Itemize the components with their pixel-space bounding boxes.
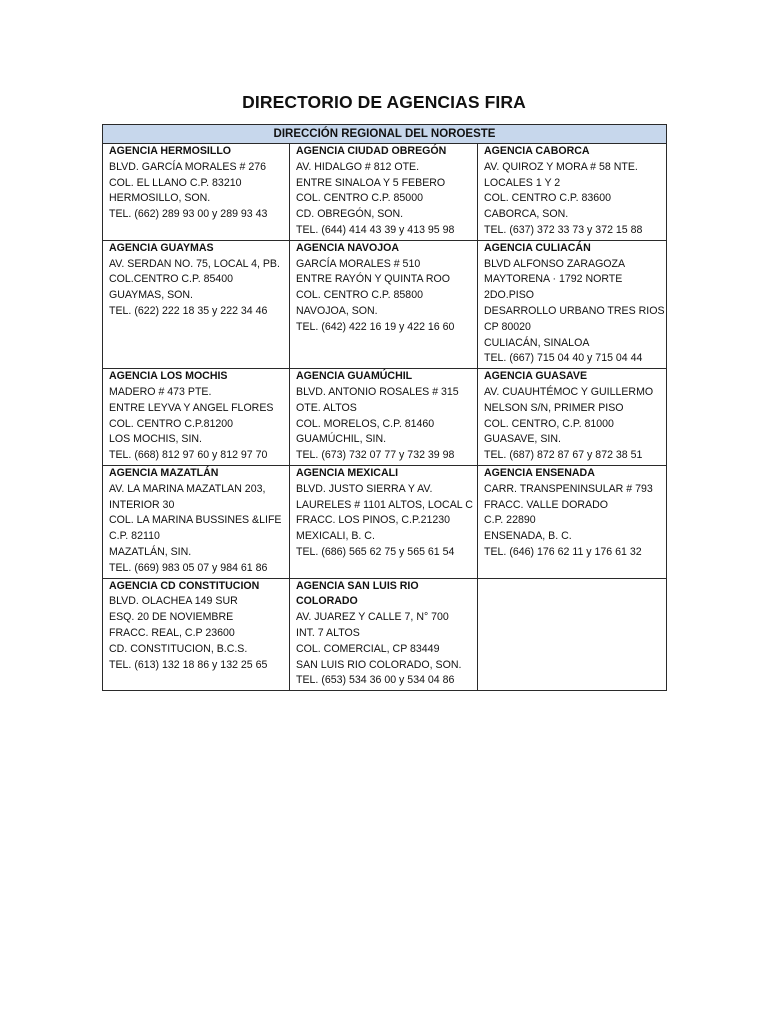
agency-address-line: FRACC. LOS PINOS, C.P.21230: [296, 514, 451, 527]
agency-address-line: SAN LUIS RIO COLORADO, SON.: [296, 658, 462, 671]
agency-address-line: TEL. (667) 715 04 40 y 715 04 44: [484, 352, 643, 365]
agency-address-line: TEL. (662) 289 93 00 y 289 93 43: [109, 208, 268, 221]
agency-address-line: TEL. (669) 983 05 07 y 984 61 86: [109, 561, 268, 574]
agency-address-line: TEL. (613) 132 18 86 y 132 25 65: [109, 658, 268, 671]
agency-address-line: AV. HIDALGO # 812 OTE.: [296, 160, 420, 173]
agency-address-line: CULIACÁN, SINALOA: [484, 336, 590, 349]
agency-name: AGENCIA LOS MOCHIS: [109, 370, 228, 383]
agency-address-line: ENSENADA, B. C.: [484, 530, 572, 543]
agency-name: AGENCIA ENSENADA: [484, 466, 595, 479]
agency-name: AGENCIA GUAYMAS: [109, 241, 214, 254]
agency-name: AGENCIA CULIACÁN: [484, 241, 591, 254]
agency-address-line: TEL. (668) 812 97 60 y 812 97 70: [109, 449, 268, 462]
agency-cell: [478, 465, 667, 578]
agency-address-line: TEL. (653) 534 36 00 y 534 04 86: [296, 674, 455, 687]
agency-address-line: COL. MORELOS, C.P. 81460: [296, 417, 435, 430]
agency-cell: [478, 240, 667, 368]
agency-address-line: OTE. ALTOS: [296, 401, 357, 414]
agency-name: AGENCIA NAVOJOA: [296, 241, 400, 254]
agency-name: AGENCIA CIUDAD OBREGÓN: [296, 145, 447, 157]
agency-cell: [103, 240, 290, 368]
agency-address-line: MAZATLÁN, SIN.: [109, 545, 192, 558]
agency-cell: [478, 144, 667, 241]
agency-address-line: BLVD. GARCÍA MORALES # 276: [109, 160, 267, 173]
agency-address-line: TEL. (622) 222 18 35 y 222 34 46: [109, 304, 268, 317]
page-title: DIRECTORIO DE AGENCIAS FIRA: [242, 92, 526, 112]
agency-address-line: NELSON S/N, PRIMER PISO: [484, 401, 624, 414]
agency-directory-table: [102, 124, 667, 691]
agency-name: AGENCIA CABORCA: [484, 145, 590, 157]
agency-address-line: CARR. TRANSPENINSULAR # 793: [484, 482, 653, 495]
agency-cell: [290, 240, 478, 368]
agency-address-line: AV. CUAUHTÉMOC Y GUILLERMO: [484, 385, 654, 398]
agency-address-line: BLVD. ANTONIO ROSALES # 315: [296, 385, 459, 398]
agency-address-line: BLVD ALFONSO ZARAGOZA: [484, 257, 626, 270]
agency-cell: [103, 144, 290, 241]
agency-name: AGENCIA MEXICALI: [296, 466, 399, 479]
agency-address-line: ENTRE SINALOA Y 5 FEBERO: [296, 176, 446, 189]
agency-address-line: COL. COMERCIAL, CP 83449: [296, 642, 440, 655]
agency-address-line: CABORCA, SON.: [484, 208, 569, 221]
agency-address-line: GARCÍA MORALES # 510: [296, 257, 421, 270]
agency-name: AGENCIA GUASAVE: [484, 370, 588, 383]
empty-agency-cell: [478, 578, 667, 691]
agency-address-line: LAURELES # 1101 ALTOS, LOCAL C: [296, 498, 473, 511]
table-row: [103, 240, 667, 368]
agency-address-line: MAYTORENA · 1792 NORTE: [484, 273, 623, 286]
agency-address-line: BLVD. OLACHEA 149 SUR: [109, 595, 238, 608]
agency-cell: [290, 369, 478, 466]
agency-address-line: CD. CONSTITUCION, B.C.S.: [109, 642, 248, 655]
agency-name: AGENCIA GUAMÚCHIL: [296, 370, 413, 383]
agency-address-line: TEL. (673) 732 07 77 y 732 39 98: [296, 449, 455, 462]
table-row: [103, 369, 667, 466]
table-row: [103, 465, 667, 578]
agency-name: AGENCIA HERMOSILLO: [109, 145, 232, 157]
agency-address-line: FRACC. REAL, C.P 23600: [109, 626, 235, 639]
agency-address-line: COL. CENTRO C.P. 83600: [484, 192, 611, 205]
agency-address-line: AV. QUIROZ Y MORA # 58 NTE.: [484, 160, 638, 173]
agency-address-line: DESARROLLO URBANO TRES RIOS: [484, 304, 665, 317]
agency-address-line: COL. CENTRO, C.P. 81000: [484, 417, 614, 430]
agency-cell: [290, 465, 478, 578]
agency-address-line: GUAMÚCHIL, SIN.: [296, 433, 387, 446]
agency-address-line: TEL. (687) 872 87 67 y 872 38 51: [484, 449, 643, 462]
agency-name: AGENCIA SAN LUIS RIO: [296, 579, 419, 592]
agency-address-line: COL. EL LLANO C.P. 83210: [109, 176, 242, 189]
agency-address-line: GUASAVE, SIN.: [484, 433, 561, 446]
table-row: [103, 144, 667, 241]
agency-address-line: TEL. (686) 565 62 75 y 565 61 54: [296, 545, 455, 558]
agency-cell: [103, 369, 290, 466]
agency-address-line: AV. SERDAN NO. 75, LOCAL 4, PB.: [109, 257, 280, 270]
agency-rows: [103, 144, 667, 691]
agency-name: AGENCIA CD CONSTITUCION: [109, 579, 260, 592]
agency-address-line: CD. OBREGÓN, SON.: [296, 208, 404, 221]
agency-address-line: ESQ. 20 DE NOVIEMBRE: [109, 611, 234, 624]
agency-address-line: INTERIOR 30: [109, 498, 175, 511]
agency-address-line: COL. CENTRO C.P.81200: [109, 417, 234, 430]
agency-address-line: AV. LA MARINA MAZATLAN 203,: [109, 482, 266, 495]
agency-address-line: COL. LA MARINA BUSSINES &LIFE: [109, 514, 282, 527]
agency-cell: [478, 369, 667, 466]
agency-cell: [290, 144, 478, 241]
agency-address-line: C.P. 22890: [484, 514, 536, 527]
agency-address-line: TEL. (644) 414 43 39 y 413 95 98: [296, 223, 455, 236]
agency-address-line: BLVD. JUSTO SIERRA Y AV.: [296, 482, 433, 495]
table-row: [103, 578, 667, 691]
agency-address-line: FRACC. VALLE DORADO: [484, 498, 609, 511]
agency-address-line: TEL. (637) 372 33 73 y 372 15 88: [484, 223, 643, 236]
agency-address-line: TEL. (646) 176 62 11 y 176 61 32: [484, 545, 642, 558]
agency-address-line: ENTRE RAYÓN Y QUINTA ROO: [296, 273, 451, 286]
agency-address-line: TEL. (642) 422 16 19 y 422 16 60: [296, 320, 455, 333]
agency-address-line: INT. 7 ALTOS: [296, 626, 360, 639]
agency-address-line: LOCALES 1 Y 2: [484, 176, 561, 189]
agency-address-line: 2DO.PISO: [484, 289, 535, 302]
agency-address-line: COL. CENTRO C.P. 85800: [296, 289, 423, 302]
agency-address-line: GUAYMAS, SON.: [109, 289, 193, 302]
agency-cell: [103, 465, 290, 578]
agency-address-line: NAVOJOA, SON.: [296, 304, 378, 317]
agency-name-continued: COLORADO: [296, 595, 358, 608]
agency-address-line: ENTRE LEYVA Y ANGEL FLORES: [109, 401, 274, 414]
agency-address-line: COL.CENTRO C.P. 85400: [109, 273, 234, 286]
agency-cell: [103, 578, 290, 691]
agency-address-line: CP 80020: [484, 320, 531, 333]
agency-address-line: AV. JUAREZ Y CALLE 7, N° 700: [296, 611, 449, 624]
agency-cell: [290, 578, 478, 691]
agency-address-line: MADERO # 473 PTE.: [109, 385, 212, 398]
region-header: DIRECCIÓN REGIONAL DEL NOROESTE: [103, 125, 667, 144]
agency-address-line: HERMOSILLO, SON.: [109, 192, 211, 205]
agency-name: AGENCIA MAZATLÁN: [109, 466, 219, 479]
agency-address-line: MEXICALI, B. C.: [296, 530, 375, 543]
agency-address-line: LOS MOCHIS, SIN.: [109, 433, 203, 446]
agency-address-line: COL. CENTRO C.P. 85000: [296, 192, 423, 205]
agency-address-line: C.P. 82110: [109, 530, 160, 543]
